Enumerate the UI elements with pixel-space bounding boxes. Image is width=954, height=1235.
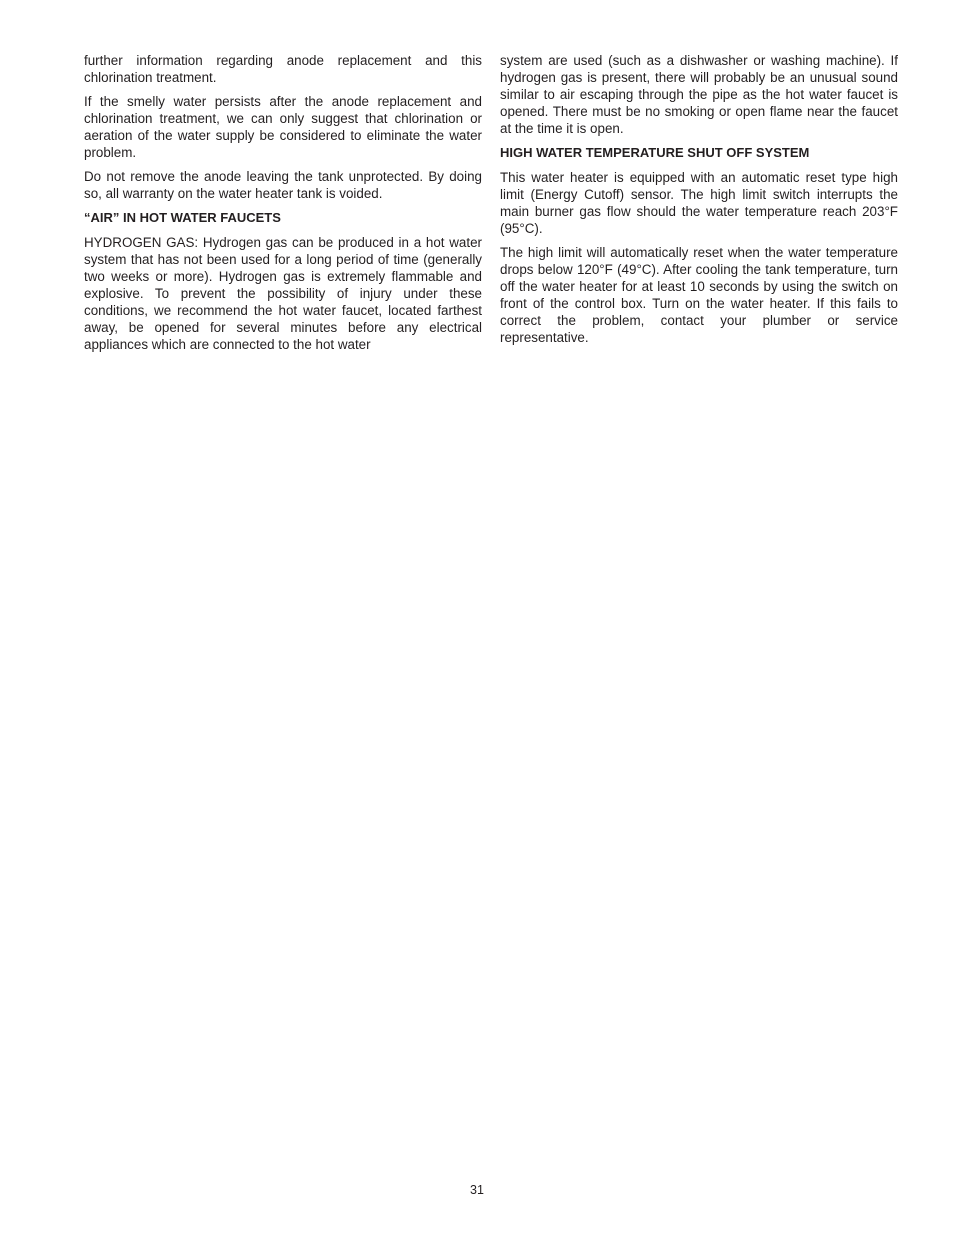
- left-column: [84, 52, 482, 360]
- smelly-water-paragraph: If the smelly water persists after the anode replacement and chlorination treatment, we can only suggest that chlorination or aeration of the water supply be considered to eliminate the water problem.: [84, 94, 482, 160]
- anode-chlorination-paragraph: further information regarding anode replacement and this chlorination treatment.: [84, 53, 482, 85]
- high-limit-sensor-paragraph: This water heater is equipped with an automatic reset type high limit (Energy Cutoff) sensor. The high limit switch interrupts the main burner gas flow should the water temperature reach 203°F (95°C).: [500, 170, 898, 236]
- high-limit-reset-paragraph: The high limit will automatically reset when the water temperature drops below 120°F (49°C). After cooling the tank temperature, turn off the water heater for at least 10 seconds by using the switch on front of the control box. Turn on the water heater. If this fails to correct the problem, contact your plumber or service representative.: [500, 245, 898, 345]
- air-in-faucets-heading: “AIR” IN HOT WATER FAUCETS: [84, 210, 281, 225]
- hydrogen-gas-continued-paragraph: system are used (such as a dishwasher or washing machine). If hydrogen gas is present, there will probably be an unusual sound similar to air escaping through the pipe as the hot water faucet is opened. There must be no smoking or open flame near the faucet at the time it is open.: [500, 53, 898, 136]
- page-number: 31: [470, 1183, 484, 1197]
- anode-warning-paragraph: Do not remove the anode leaving the tank unprotected. By doing so, all warranty on the water heater tank is voided.: [84, 169, 482, 201]
- high-temp-shutoff-heading: HIGH WATER TEMPERATURE SHUT OFF SYSTEM: [500, 145, 810, 160]
- hydrogen-gas-paragraph: HYDROGEN GAS: Hydrogen gas can be produced in a hot water system that has not been used for a long period of time (generally two weeks or more). Hydrogen gas is extremely flammable and explosive. To prevent the possibility of injury under these conditions, we recommend the hot water faucet, located farthest away, be opened for several minutes before any electrical appliances which are connected to the hot water: [84, 235, 482, 352]
- right-column: [500, 52, 898, 353]
